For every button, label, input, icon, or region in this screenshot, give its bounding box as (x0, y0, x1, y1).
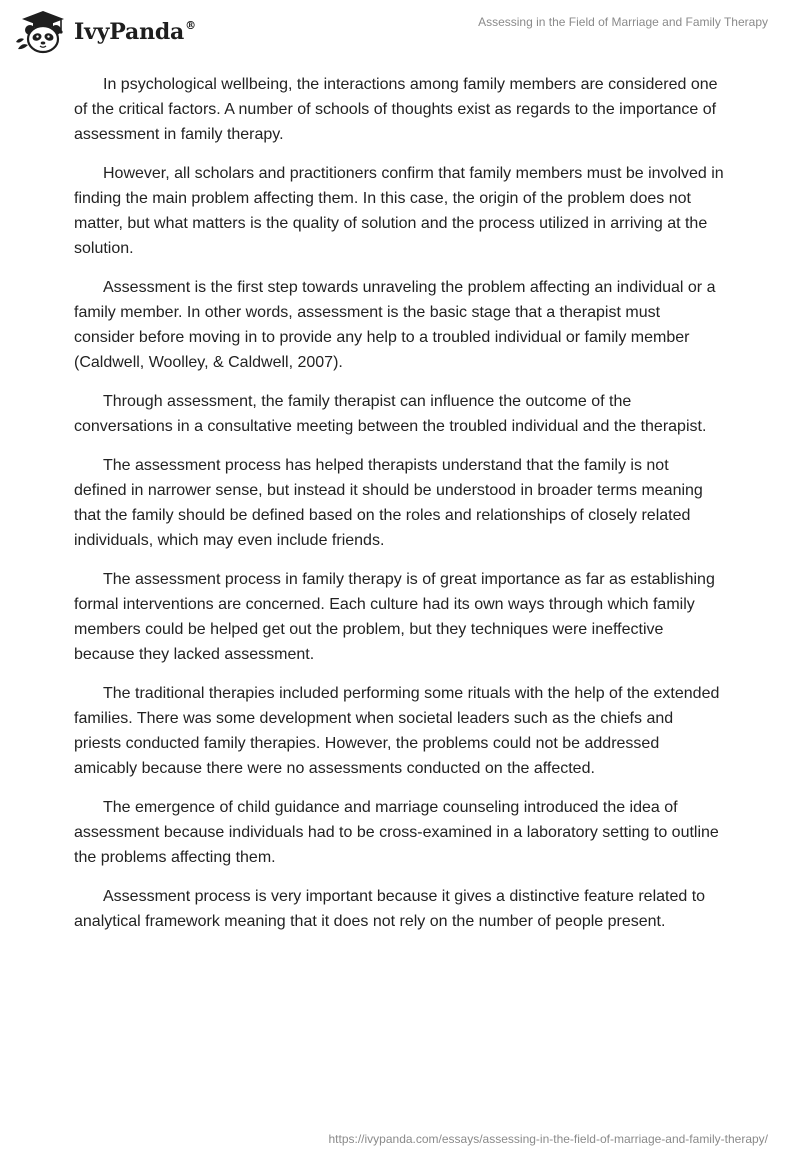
source-url-link[interactable]: https://ivypanda.com/essays/assessing-in-the-field-of-marriage-and-family-therapy/ (328, 1132, 768, 1146)
paragraph: The assessment process in family therapy is of great importance as far as establishing formal interventions are concerned. Each culture had its own ways through which family members could be helped get out the problem, but they techniques were ineffective because they lacked assessment. (74, 571, 715, 663)
registered-mark: ® (185, 19, 196, 32)
paragraph: The assessment process has helped therapists understand that the family is not defined in narrower sense, but instead it should be understood in broader terms meaning that the family should be defined based on the roles and relationships of closely related individuals, which may even include friends. (74, 457, 703, 549)
paragraph: The traditional therapies included performing some rituals with the help of the extended families. There was some development when societal leaders such as the chiefs and priests conducted family therapies. However, the problems could not be addressed amicably because there were no assessments conducted on the affected. (74, 685, 720, 777)
paragraph: Assessment process is very important because it gives a distinctive feature related to analytical framework meaning that it does not rely on the number of people present. (74, 888, 706, 930)
paragraph: In psychological wellbeing, the interactions among family members are considered one of the critical factors. A number of schools of thoughts exist as regards to the importance of assessment in family therapy. (74, 76, 718, 143)
essay-body (74, 72, 724, 948)
document-title: Assessing in the Field of Marriage and Family Therapy (478, 15, 768, 29)
paragraph: However, all scholars and practitioners confirm that family members must be involved in finding the main problem affecting them. In this case, the origin of the problem does not matter, but what matters is the quality of solution and the process utilized in arriving at the solution. (74, 165, 724, 257)
paragraph: The emergence of child guidance and marriage counseling introduced the idea of assessment because individuals had to be cross-examined in a laboratory setting to outline the problems affecting them. (74, 799, 719, 866)
ivypanda-logo[interactable] (14, 9, 196, 55)
panda-graduation-cap-icon (14, 9, 72, 55)
brand-name: IvyPanda® (74, 19, 196, 45)
paragraph: Through assessment, the family therapist can influence the outcome of the conversations in a consultative meeting between the troubled individual and the therapist. (74, 393, 707, 435)
paragraph: Assessment is the first step towards unraveling the problem affecting an individual or a family member. In other words, assessment is the basic stage that a therapist must consider before moving in to provide any help to a troubled individual or family member (Caldwell, Woolley, & Caldwell, 2007). (74, 279, 716, 371)
page-header (0, 0, 800, 60)
